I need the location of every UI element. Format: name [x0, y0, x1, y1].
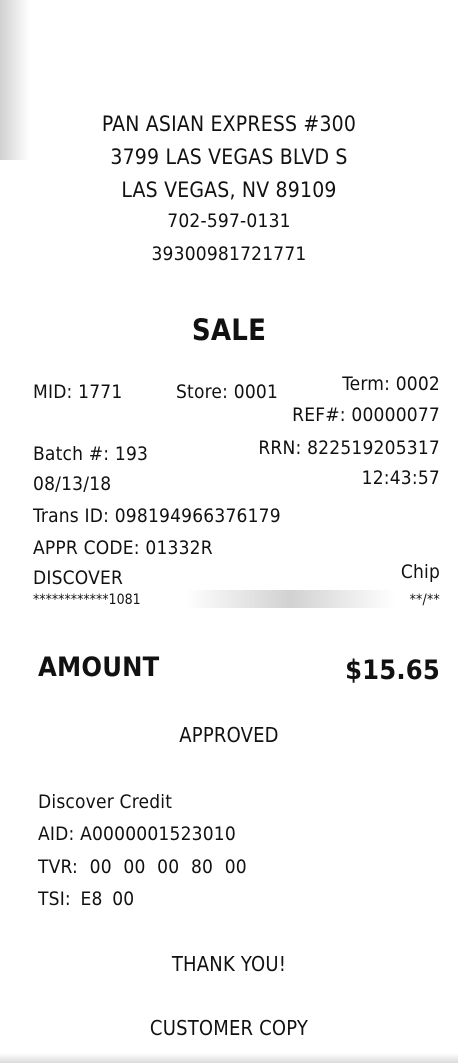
merchant-name: PAN ASIAN EXPRESS #300 [101, 112, 357, 136]
tsi-label: TSI: [38, 888, 71, 910]
aid-label: AID: [38, 823, 75, 845]
tsi-value: E8 00 [80, 888, 135, 910]
store-row [176, 381, 278, 403]
thank-you: THANK YOU! [171, 952, 287, 976]
amount-label: AMOUNT [38, 652, 160, 683]
ref-label: REF#: [292, 404, 346, 426]
paper-shadow-left [0, 0, 30, 160]
merchant-number: 39300981721771 [151, 243, 307, 265]
appr-code-label: APPR CODE: [33, 537, 140, 559]
masked-expiry: **/** [409, 592, 440, 608]
transaction-time: 12:43:57 [361, 467, 440, 489]
term-row [342, 373, 440, 395]
amount-value: $15.65 [345, 655, 440, 686]
ref-value: 00000077 [351, 404, 440, 426]
batch-value: 193 [114, 443, 149, 465]
batch-label: Batch #: [33, 443, 110, 465]
mid-label: MID: [33, 381, 73, 403]
rrn-label: RRN: [258, 437, 302, 459]
customer-copy: CUSTOMER COPY [149, 1016, 309, 1040]
rrn-value: 822519205317 [307, 437, 440, 459]
mid-row [33, 381, 122, 403]
tvr-value: 00 00 00 80 00 [89, 856, 247, 878]
entry-mode: Chip [400, 561, 440, 583]
print-smudge [185, 590, 395, 608]
appr-code-row [33, 537, 213, 559]
tsi-row [38, 888, 134, 910]
mid-value: 1771 [78, 381, 123, 403]
merchant-address-line1: 3799 LAS VEGAS BLVD S [110, 145, 348, 169]
store-label: Store: [176, 381, 229, 403]
tvr-label: TVR: [38, 856, 78, 878]
store-value: 0001 [233, 381, 279, 403]
merchant-phone: 702-597-0131 [167, 210, 291, 232]
term-value: 0002 [395, 373, 440, 395]
appr-code-value: 01332R [145, 537, 213, 559]
paper-shadow-bottom [0, 1053, 458, 1063]
tvr-row [38, 856, 247, 878]
aid-row [38, 823, 236, 845]
batch-row [33, 443, 148, 465]
rrn-row [258, 437, 440, 459]
transaction-type: SALE [191, 313, 267, 347]
approval-status: APPROVED [179, 723, 279, 747]
emv-app-label: Discover Credit [38, 791, 173, 813]
merchant-address-line2: LAS VEGAS, NV 89109 [121, 178, 337, 202]
term-label: Term: [342, 373, 391, 395]
trans-id-value: 098194966376179 [114, 505, 281, 527]
masked-card-number: ************1081 [33, 592, 141, 608]
trans-id-label: Trans ID: [33, 505, 110, 527]
aid-value: A0000001523010 [80, 823, 236, 845]
trans-id-row [33, 505, 281, 527]
transaction-date: 08/13/18 [33, 473, 112, 495]
ref-row [292, 404, 440, 426]
card-brand: DISCOVER [33, 567, 124, 589]
